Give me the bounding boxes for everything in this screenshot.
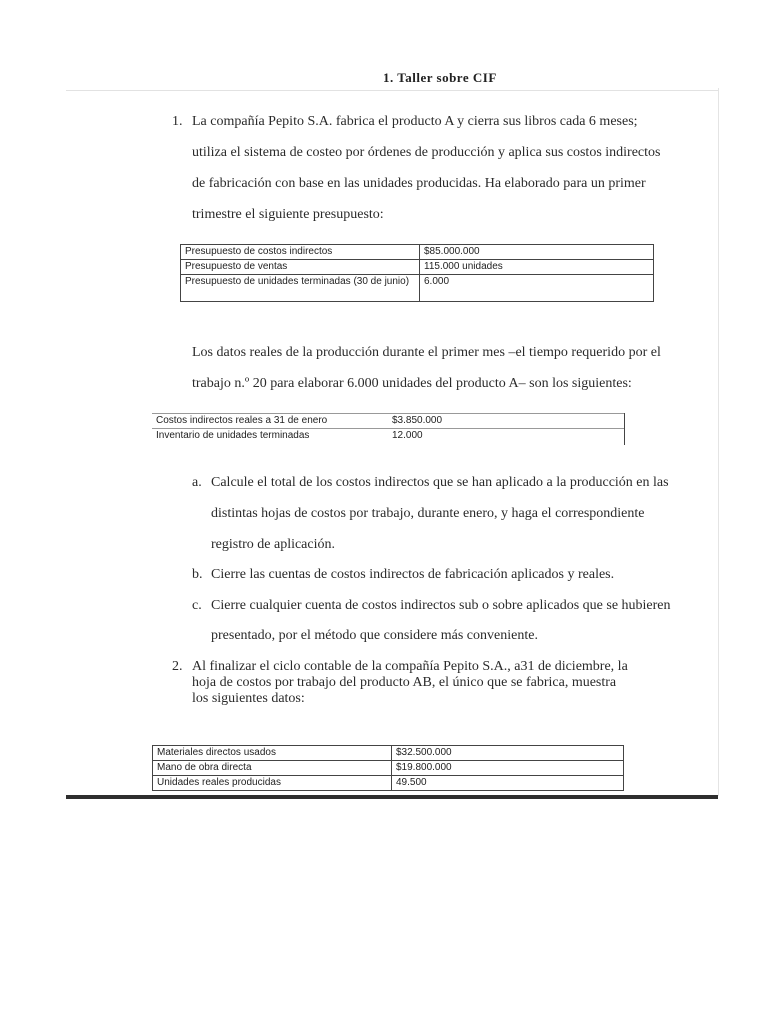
item-a-letter: a. [192,475,202,490]
item-b-line-1: Cierre las cuentas de costos indirectos de fabricación aplicados y reales. [211,567,615,582]
bottom-rule [66,795,718,799]
real-data-table [152,414,624,443]
q1-line-4: trimestre el siguiente presupuesto: [192,207,384,222]
top-rule [66,90,718,91]
table-row [153,746,624,761]
q1-number: 1. [172,114,183,129]
table-cell: Unidades reales producidas [153,776,392,791]
table-row [153,776,624,791]
q2-text: Al finalizar el ciclo contable de la compañía Pepito S.A., a31 de diciembre, la hoja de costos por trabajo del producto AB, el único que se fabrica, muestra los siguientes datos: [192,659,628,706]
item-c-line-2: presentado, por el método que considere más conveniente. [211,628,538,643]
item-c-letter: c. [192,598,202,613]
item-a-line-3: registro de aplicación. [211,537,336,552]
table-cell: 12.000 [392,430,423,441]
q2-number: 2. [172,659,183,674]
document-title: 1. Taller sobre CIF [383,70,497,85]
table-cell: Presupuesto de costos indirectos [181,245,420,260]
table-row [181,260,654,275]
table-row [181,275,654,302]
table-cell: 49.500 [392,776,624,791]
q1-line-3: de fabricación con base en las unidades producidas. Ha elaborado para un primer [192,176,646,191]
budget-table [180,244,654,302]
table-cell: $32.500.000 [392,746,624,761]
table-cell: $85.000.000 [420,245,654,260]
table-cell: 6.000 [420,275,654,302]
table-cell: Materiales directos usados [153,746,392,761]
table-row [153,761,624,776]
table-cell: $19.800.000 [392,761,624,776]
q1-real-line-1: Los datos reales de la producción durante el primer mes –el tiempo requerido por el [192,345,661,360]
item-a-line-2: distintas hojas de costos por trabajo, durante enero, y haga el correspondiente [211,506,645,521]
item-a-line-1: Calcule el total de los costos indirectos que se han aplicado a la producción en las [211,475,669,490]
table-cell: Presupuesto de unidades terminadas (30 de junio) [181,275,420,302]
table-cell: $3.850.000 [388,414,624,429]
q1-line-1: La compañía Pepito S.A. fabrica el producto A y cierra sus libros cada 6 meses; [192,114,638,129]
table-cell: Mano de obra directa [153,761,392,776]
table-cell: Costos indirectos reales a 31 de enero [152,414,388,429]
table-cell: 115.000 unidades [420,260,654,275]
q2-table [152,745,624,791]
item-b-letter: b. [192,567,203,582]
item-c-line-1: Cierre cualquier cuenta de costos indirectos sub o sobre aplicados que se hubieren [211,598,671,613]
q1-line-2: utiliza el sistema de costeo por órdenes de producción y aplica sus costos indirectos [192,145,661,160]
table-cell: Inventario de unidades terminadas [156,430,310,441]
table-row [152,414,624,429]
table-row [152,429,624,444]
q1-real-line-2: trabajo n.º 20 para elaborar 6.000 unidades del producto A– son los siguientes: [192,376,632,391]
table-cell: Presupuesto de ventas [181,260,420,275]
table-row [181,245,654,260]
